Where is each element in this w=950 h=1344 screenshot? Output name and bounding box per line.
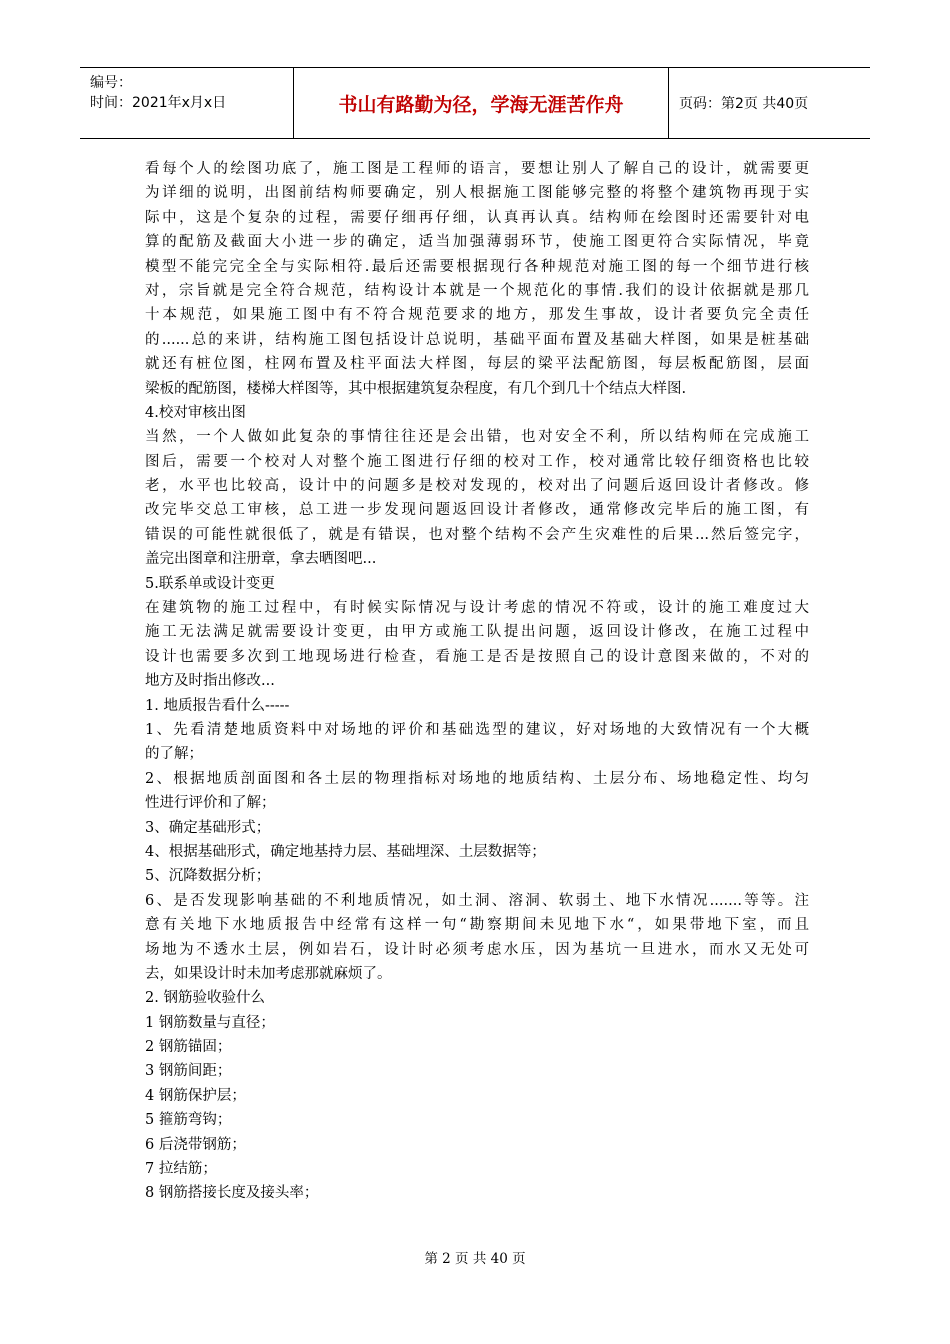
text-line: 2、根据地质剖面图和各土层的物理指标对场地的地质结构、土层分布、场地稳定性、均匀 (145, 770, 809, 787)
text-line: 际中，这是个复杂的过程，需要仔细再仔细，认真再认真。结构师在绘图时还需要针对电 (145, 209, 809, 226)
text-line: 图后，需要一个校对人对整个施工图进行仔细的校对工作，校对通常比较仔细资格也比较 (145, 453, 809, 470)
text-line: 为详细的说明，出图前结构师要确定，别人根据施工图能够完整的将整个建筑物再现于实 (145, 185, 809, 202)
text-line: 性进行评价和了解； (145, 795, 276, 812)
text-line: 的了解； (145, 746, 203, 763)
text-line: 1、先看清楚地质资料中对场地的评价和基础选型的建议，好对场地的大致情况有一个大概 (145, 721, 809, 738)
section-heading: 4.校对审核出图 (145, 404, 246, 421)
page-header (80, 67, 870, 139)
text-line: 看每个人的绘图功底了，施工图是工程师的语言，要想让别人了解自己的设计，就需要更 (145, 161, 809, 177)
text-line: 施工无法满足就需要设计变更，由甲方或施工队提出问题，返回设计修改，在施工过程中 (145, 624, 809, 641)
text-line: 错误的可能性就很低了，就是有错误，也对整个结构不会产生灾难性的后果...然后签完字， (145, 526, 809, 543)
time-label: 时间：2021年x月x日 (90, 95, 227, 111)
list-item: 1 钢筋数量与直径； (145, 1014, 275, 1031)
text-line: 意有关地下水地质报告中经常有这样一句“勘察期间未见地下水“，如果带地下室，而且 (145, 917, 809, 934)
header-page-info: 页码：第2页 共40页 (679, 96, 809, 112)
text-line: 6、是否发现影响基础的不利地质情况，如土洞、溶洞、软弱土、地下水情况.......等等。注 (145, 892, 809, 909)
text-line: 的......总的来讲，结构施工图包括设计总说明，基础平面布置及基础大样图，如果是桩基础 (145, 331, 809, 348)
text-line: 在建筑物的施工过程中，有时候实际情况与设计考虑的情况不符或，设计的施工难度过大 (145, 600, 809, 617)
text-line: 地方及时指出修改... (145, 673, 275, 690)
text-line: 老，水平也比较高，设计中的问题多是校对发现的，校对出了问题后返回设计者修改。修 (145, 478, 809, 495)
text-line: 就还有桩位图，柱网布置及柱平面法大样图，每层的梁平法配筋图，每层板配筋图，层面 (145, 356, 809, 373)
section-heading: 1. 地质报告看什么----- (145, 697, 290, 714)
text-line: 3、确定基础形式； (145, 819, 271, 836)
page-footer: 第 2 页 共 40 页 (424, 1251, 526, 1267)
document-body (145, 157, 809, 1206)
list-item: 6 后浇带钢筋； (145, 1136, 246, 1153)
text-line: 设计也需要多次到工地现场进行检查，看施工是否是按照自己的设计意图来做的，不对的 (145, 648, 809, 665)
text-line: 去，如果设计时未加考虑那就麻烦了。 (145, 965, 392, 982)
text-line: 5、沉降数据分析； (145, 868, 271, 885)
text-line: 场地为不透水土层，例如岩石，设计时必须考虑水压，因为基坑一旦进水，而水又无处可 (145, 941, 809, 958)
header-meta (80, 68, 294, 138)
text-line: 当然，一个人做如此复杂的事情往往还是会出错，也对安全不利，所以结构师在完成施工 (145, 429, 809, 446)
list-item: 5 箍筋弯钩； (145, 1112, 232, 1129)
list-item: 7 拉结筋； (145, 1161, 217, 1178)
text-line: 盖完出图章和注册章，拿去晒图吧... (145, 551, 377, 568)
list-item: 4 钢筋保护层； (145, 1087, 246, 1104)
code-label: 编号： (90, 75, 132, 91)
list-item: 8 钢筋搭接长度及接头率； (145, 1185, 319, 1202)
text-line: 模型不能完完全全与实际相符.最后还需要根据现行各种规范对施工图的每一个细节进行核 (145, 258, 809, 275)
text-line: 对，宗旨就是完全符合规范，结构设计本就是一个规范化的事情.我们的设计依据就是那几 (145, 282, 809, 299)
section-heading: 2. 钢筋验收验什么 (145, 990, 265, 1007)
list-item: 2 钢筋锚固； (145, 1039, 232, 1056)
text-line: 梁板的配筋图，楼梯大样图等，其中根据建筑复杂程度，有几个到几十个结点大样图. (145, 380, 687, 397)
text-line: 十本规范，如果施工图中有不符合规范要求的地方，那发生事故，设计者要负完全责任 (145, 307, 809, 324)
text-line: 算的配筋及截面大小进一步的确定，适当加强薄弱环节，使施工图更符合实际情况，毕竟 (145, 234, 809, 251)
section-heading: 5.联系单或设计变更 (145, 575, 275, 592)
header-motto: 书山有路勤为径，学海无涯苦作舟 (294, 68, 669, 138)
text-line: 改完毕交总工审核，总工进一步发现问题返回设计者修改，通常修改完毕后的施工图，有 (145, 502, 809, 519)
text-line: 4、根据基础形式，确定地基持力层、基础埋深、土层数据等； (145, 843, 546, 860)
list-item: 3 钢筋间距； (145, 1063, 232, 1080)
